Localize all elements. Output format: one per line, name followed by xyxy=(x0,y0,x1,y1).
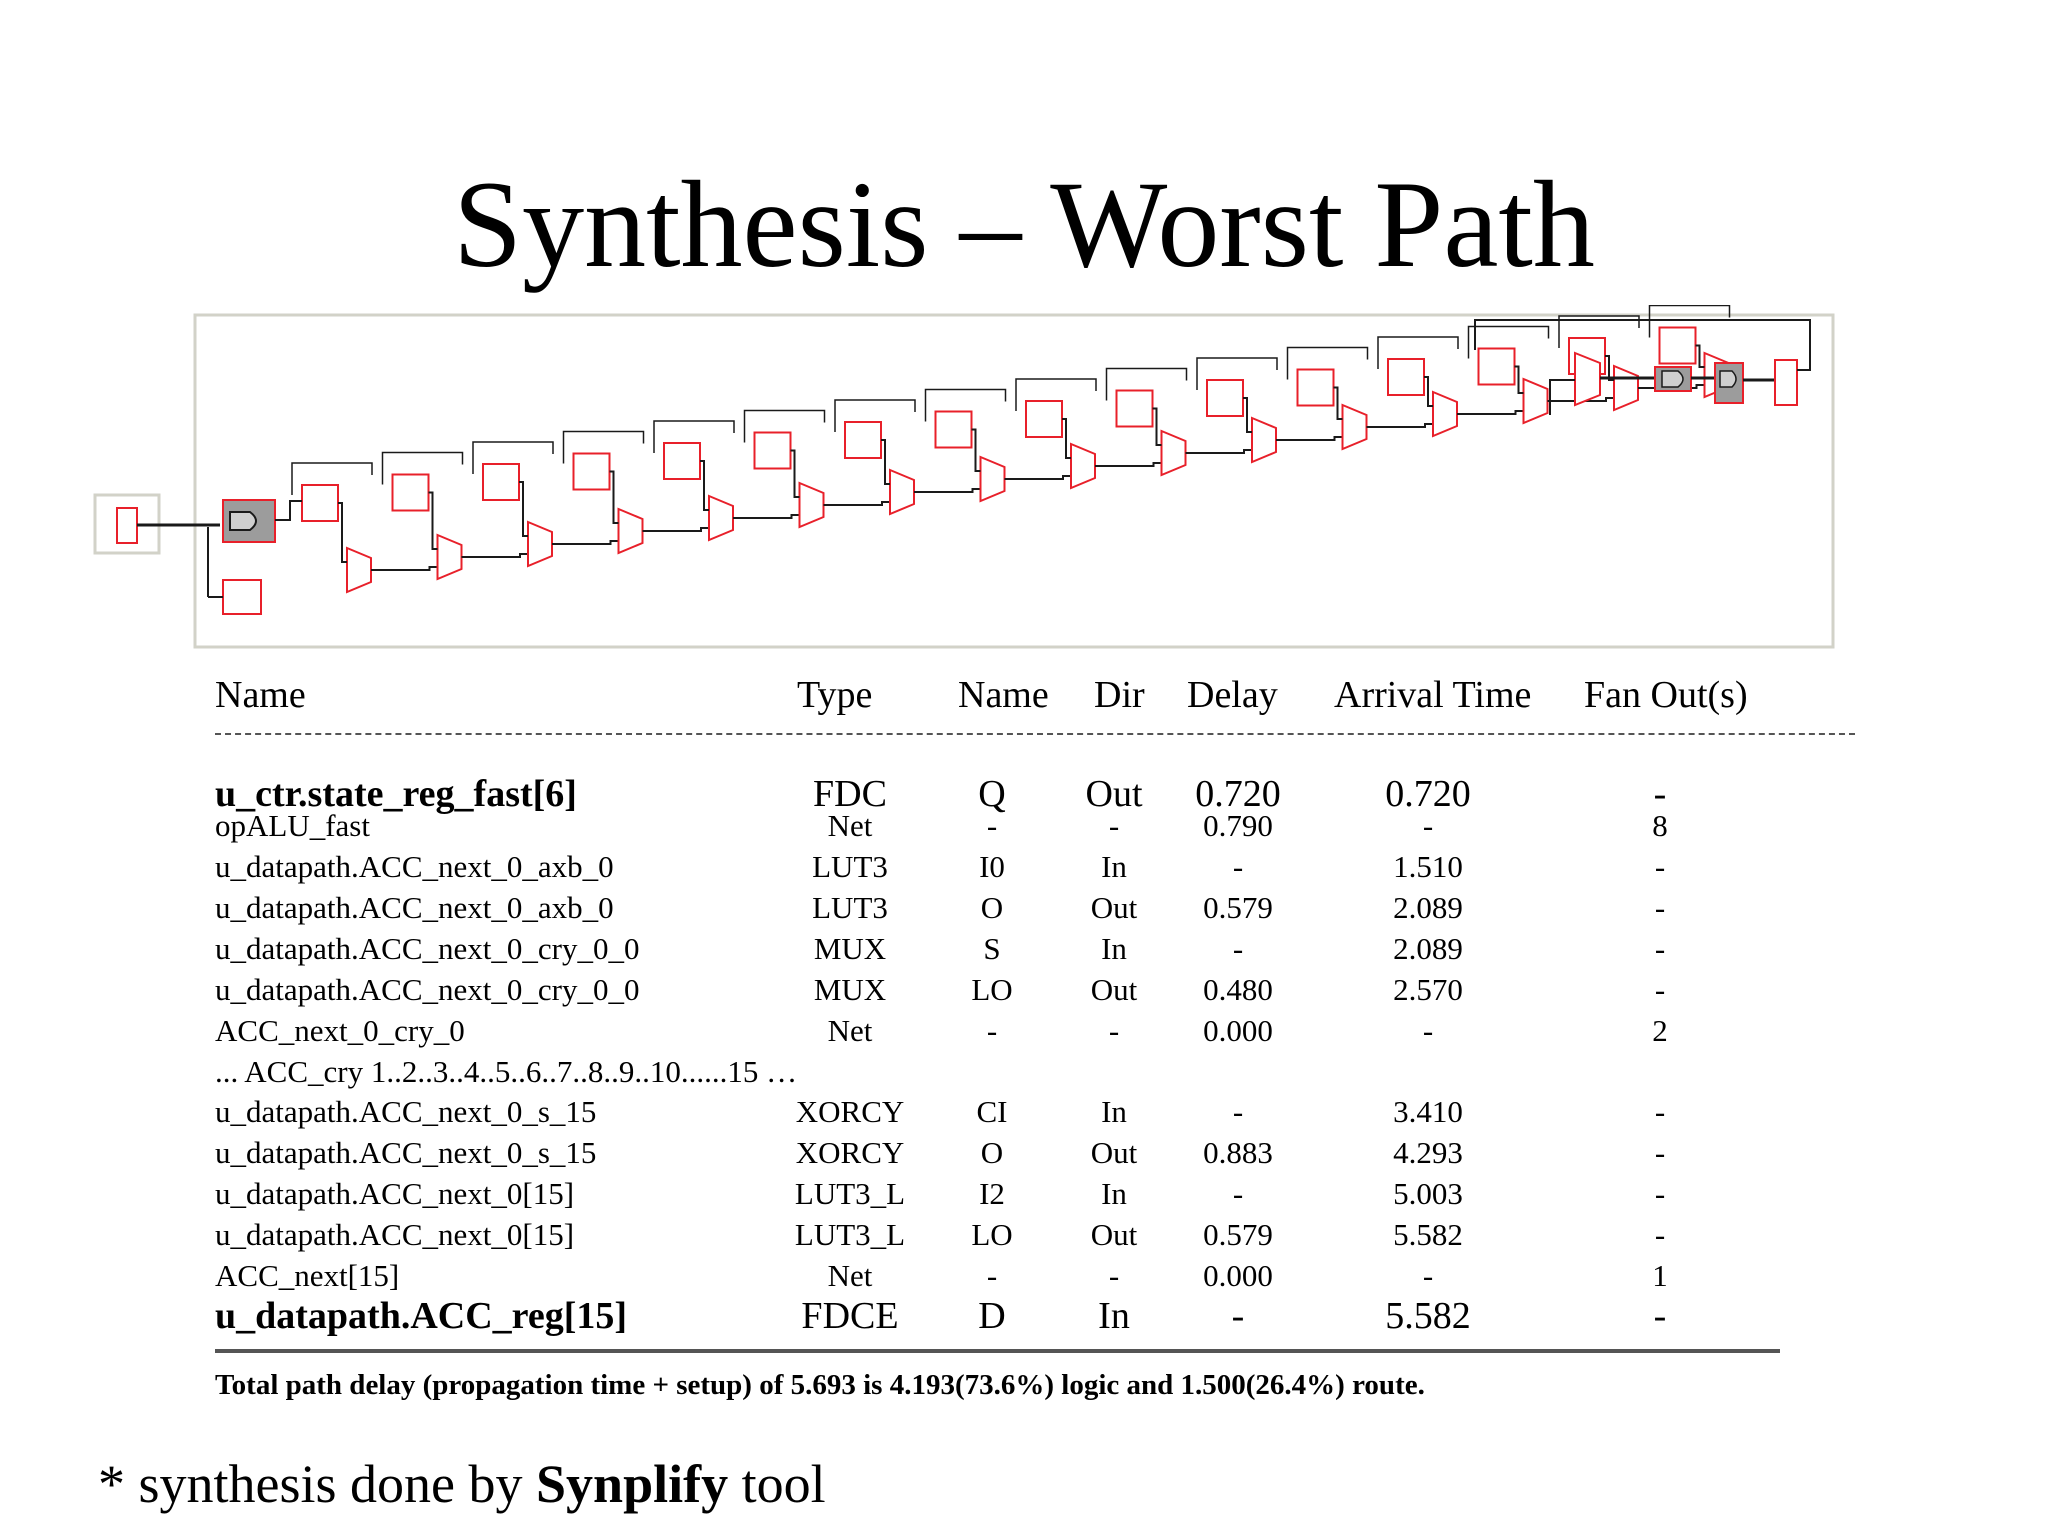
cell-type: Net xyxy=(827,1258,873,1293)
cell-arrival: 2.089 xyxy=(1393,890,1463,925)
cell-delay: 0.790 xyxy=(1203,808,1273,843)
footnote-suffix: tool xyxy=(728,1454,826,1514)
cell-arrival: 2.089 xyxy=(1393,931,1463,966)
cell-arrival: 2.570 xyxy=(1393,972,1463,1007)
header-fanout: Fan Out(s) xyxy=(1584,674,1748,716)
cell-type: XORCY xyxy=(795,1094,905,1129)
cell-arrival: - xyxy=(1422,808,1434,843)
cell-type: FDCE xyxy=(801,1295,899,1337)
cell-delay: 0.883 xyxy=(1203,1135,1273,1170)
cell-pin: LO xyxy=(971,1217,1013,1252)
header-delay: Delay xyxy=(1187,674,1278,716)
cell-pin: O xyxy=(980,890,1004,925)
cell-fanout: - xyxy=(1653,1295,1667,1337)
cell-pin: I2 xyxy=(979,1176,1005,1211)
cell-pin: O xyxy=(980,1135,1004,1170)
cell-name: opALU_fast xyxy=(215,808,370,843)
cell-type: Net xyxy=(827,1013,873,1048)
cell-fanout: 1 xyxy=(1652,1258,1668,1293)
cell-arrival: - xyxy=(1422,1258,1434,1293)
cell-pin: - xyxy=(986,1013,998,1048)
cell-dir: - xyxy=(1108,1013,1120,1048)
header-dir: Dir xyxy=(1094,674,1145,716)
cell-fanout: - xyxy=(1654,1094,1666,1129)
cell-delay: - xyxy=(1232,1094,1244,1129)
footnote xyxy=(98,1452,826,1516)
cell-delay: - xyxy=(1232,931,1244,966)
total-path-delay: Total path delay (propagation time + setup) of 5.693 is 4.193(73.6%) logic and 1.500(26.4%) route. xyxy=(215,1369,1425,1401)
cell-name: u_datapath.ACC_reg[15] xyxy=(215,1295,628,1337)
cell-type: LUT3 xyxy=(812,849,888,884)
cell-arrival: 1.510 xyxy=(1393,849,1463,884)
cell-arrival: - xyxy=(1422,1013,1434,1048)
cell-type: MUX xyxy=(813,931,887,966)
cell-name: u_datapath.ACC_next_0_axb_0 xyxy=(215,890,614,925)
cell-name: u_datapath.ACC_next_0[15] xyxy=(215,1176,575,1211)
cell-dir: In xyxy=(1101,931,1127,966)
cell-arrival: 4.293 xyxy=(1393,1135,1463,1170)
cell-delay: - xyxy=(1231,1295,1245,1337)
header-arrival-time: Arrival Time xyxy=(1334,674,1532,716)
cell-dir: Out xyxy=(1090,1217,1138,1252)
cell-delay: - xyxy=(1232,1176,1244,1211)
cell-fanout: - xyxy=(1654,1217,1666,1252)
cell-pin: - xyxy=(986,808,998,843)
cell-fanout: - xyxy=(1654,972,1666,1007)
cell-type: MUX xyxy=(813,972,887,1007)
cell-pin: D xyxy=(978,1295,1006,1337)
cell-delay: 0.000 xyxy=(1203,1013,1273,1048)
header-type: Type xyxy=(797,674,873,716)
cell-delay: 0.579 xyxy=(1203,890,1273,925)
footnote-tool: Synplify xyxy=(536,1454,729,1514)
cell-fanout: 8 xyxy=(1652,808,1668,843)
cell-name: u_datapath.ACC_next_0_s_15 xyxy=(215,1094,597,1129)
cell-name: u_datapath.ACC_next_0_cry_0_0 xyxy=(215,931,640,966)
cell-name: u_datapath.ACC_next_0[15] xyxy=(215,1217,575,1252)
cell-name: ACC_next_0_cry_0 xyxy=(215,1013,465,1048)
cell-dir: In xyxy=(1098,1295,1130,1337)
cell-fanout: - xyxy=(1653,773,1667,815)
cell-pin: CI xyxy=(976,1094,1008,1129)
cell-delay: 0.720 xyxy=(1195,773,1281,815)
cell-type: LUT3 xyxy=(812,890,888,925)
cell-dir: - xyxy=(1108,808,1120,843)
cell-fanout: - xyxy=(1654,890,1666,925)
cell-fanout: - xyxy=(1654,931,1666,966)
cell-type: FDC xyxy=(813,773,887,815)
cell-pin: - xyxy=(986,1258,998,1293)
cell-pin: LO xyxy=(971,972,1013,1007)
footnote-prefix: * synthesis done by xyxy=(98,1454,536,1514)
cell-dir: - xyxy=(1108,1258,1120,1293)
header-name: Name xyxy=(215,674,306,716)
cell-dir: In xyxy=(1101,1094,1127,1129)
cell-dir: Out xyxy=(1090,1135,1138,1170)
cell-dir: Out xyxy=(1090,890,1138,925)
cell-dir: Out xyxy=(1085,773,1143,815)
cell-type: LUT3_L xyxy=(794,1176,906,1211)
cell-dir: In xyxy=(1101,849,1127,884)
cell-name: ... ACC_cry 1..2..3..4..5..6..7..8..9..10......15 … xyxy=(215,1054,798,1089)
cell-delay: - xyxy=(1232,849,1244,884)
cell-dir: In xyxy=(1101,1176,1127,1211)
header-pin-name: Name xyxy=(958,674,1049,716)
cell-pin: Q xyxy=(978,773,1006,815)
cell-fanout: - xyxy=(1654,849,1666,884)
cell-dir: Out xyxy=(1090,972,1138,1007)
slide-title: Synthesis – Worst Path xyxy=(453,156,1595,293)
cell-name: u_datapath.ACC_next_0_cry_0_0 xyxy=(215,972,640,1007)
cell-arrival: 5.582 xyxy=(1393,1217,1463,1252)
cell-arrival: 0.720 xyxy=(1385,773,1471,815)
cell-delay: 0.000 xyxy=(1203,1258,1273,1293)
cell-name: ACC_next[15] xyxy=(215,1258,400,1293)
cell-delay: 0.579 xyxy=(1203,1217,1273,1252)
cell-type: Net xyxy=(827,808,873,843)
cell-type: XORCY xyxy=(795,1135,905,1170)
cell-pin: I0 xyxy=(979,849,1005,884)
cell-fanout: 2 xyxy=(1652,1013,1668,1048)
cell-delay: 0.480 xyxy=(1203,972,1273,1007)
cell-name: u_datapath.ACC_next_0_s_15 xyxy=(215,1135,597,1170)
cell-fanout: - xyxy=(1654,1176,1666,1211)
cell-name: u_datapath.ACC_next_0_axb_0 xyxy=(215,849,614,884)
cell-pin: S xyxy=(983,931,1001,966)
cell-arrival: 5.003 xyxy=(1393,1176,1463,1211)
cell-name: u_ctr.state_reg_fast[6] xyxy=(215,773,577,815)
total-separator xyxy=(215,1349,1780,1353)
cell-type: LUT3_L xyxy=(794,1217,906,1252)
cell-arrival: 3.410 xyxy=(1393,1094,1463,1129)
cell-fanout: - xyxy=(1654,1135,1666,1170)
cell-arrival: 5.582 xyxy=(1385,1295,1471,1337)
